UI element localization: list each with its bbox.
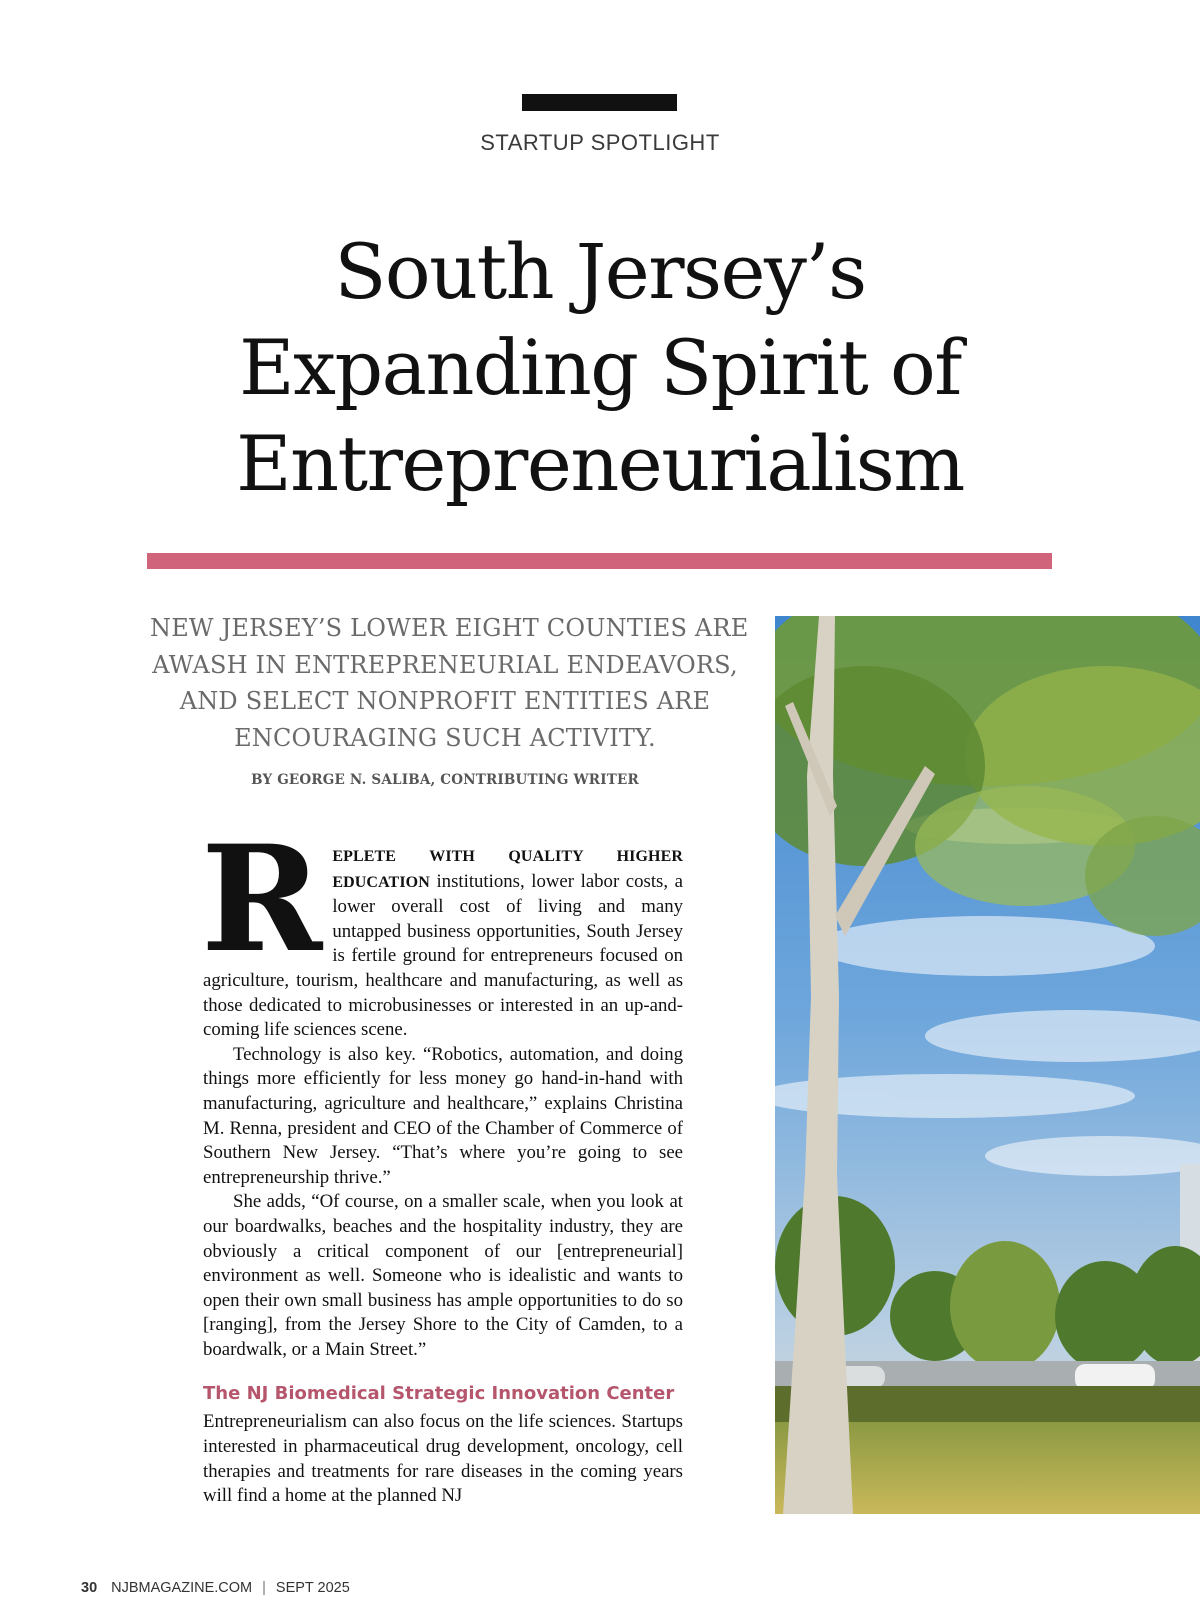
footer-site: NJBMAGAZINE.COM — [111, 1580, 253, 1596]
page-footer — [81, 1580, 350, 1596]
accent-rule — [147, 553, 1052, 569]
section-subhead: The NJ Biomedical Strategic Innovation Center — [203, 1383, 675, 1405]
drop-cap: R — [201, 814, 323, 985]
paragraph-3: She adds, “Of course, on a smaller scale, when you look at our boardwalks, beaches and the hospitality industry, they are obviously a critical component of our [entrepreneurial] environment as well. Someone who is idealistic and wants to open their own small business has ample opportunities to do so [ranging], from the Jersey Shore to the City of Camden, to a boardwalk, or a Main Street.” — [203, 1191, 683, 1360]
paragraph-4: Entrepreneurialism can also focus on the life sciences. Startups interested in pharmaceutical drug development, oncology, cell therapies and treatments for rare diseases in the coming years will find a home at the planned NJ — [203, 1411, 683, 1507]
page-number: 30 — [81, 1580, 98, 1596]
article-body — [201, 814, 683, 1509]
byline: BY GEORGE N. SALIBA, CONTRIBUTING WRITER — [251, 772, 639, 788]
paragraph-1 — [201, 814, 683, 1043]
lead-in-caps: EPLETE WITH QUALITY HIGHER EDUCATION — [332, 848, 683, 891]
deck-line-2: AWASH IN ENTREPRENEURIAL ENDEAVORS, — [152, 650, 738, 679]
section-label: STARTUP SPOTLIGHT — [480, 130, 720, 155]
article-headline — [150, 224, 1050, 512]
deck-line-1: NEW JERSEY’S LOWER EIGHT COUNTIES ARE — [150, 614, 749, 642]
paragraph-1-text: institutions, lower labor costs, a lower overall cost of living and many untapped business opportunities, South Jersey is fertile ground for entrepreneurs focused on agriculture, tourism, healthcare and manufacturing, as well as those dedicated to microbusinesses or interested in an up-and-coming life sciences scene. — [203, 870, 683, 1041]
headline-line-1: South Jersey’s — [334, 227, 866, 316]
campus-rendering-photo — [775, 616, 1200, 1514]
footer-issue: SEPT 2025 — [275, 1580, 350, 1596]
section-marker-bar — [522, 94, 677, 111]
footer-separator: | — [262, 1580, 266, 1596]
deck-line-4: ENCOURAGING SUCH ACTIVITY. — [234, 723, 656, 752]
paragraph-2: Technology is also key. “Robotics, automation, and doing things more efficiently for less money go hand-in-hand with manufacturing, agriculture and healthcare,” explains Christina M. Renna, president and CEO of the Chamber of Commerce of Southern New Jersey. “That’s where you’re going to see entrepreneurship thrive.” — [203, 1043, 683, 1188]
article-deck — [150, 610, 749, 756]
headline-line-3: Entrepreneurialism — [236, 419, 964, 508]
headline-line-2: Expanding Spirit of — [239, 323, 961, 412]
deck-line-3: AND SELECT NONPROFIT ENTITIES ARE — [179, 687, 711, 715]
